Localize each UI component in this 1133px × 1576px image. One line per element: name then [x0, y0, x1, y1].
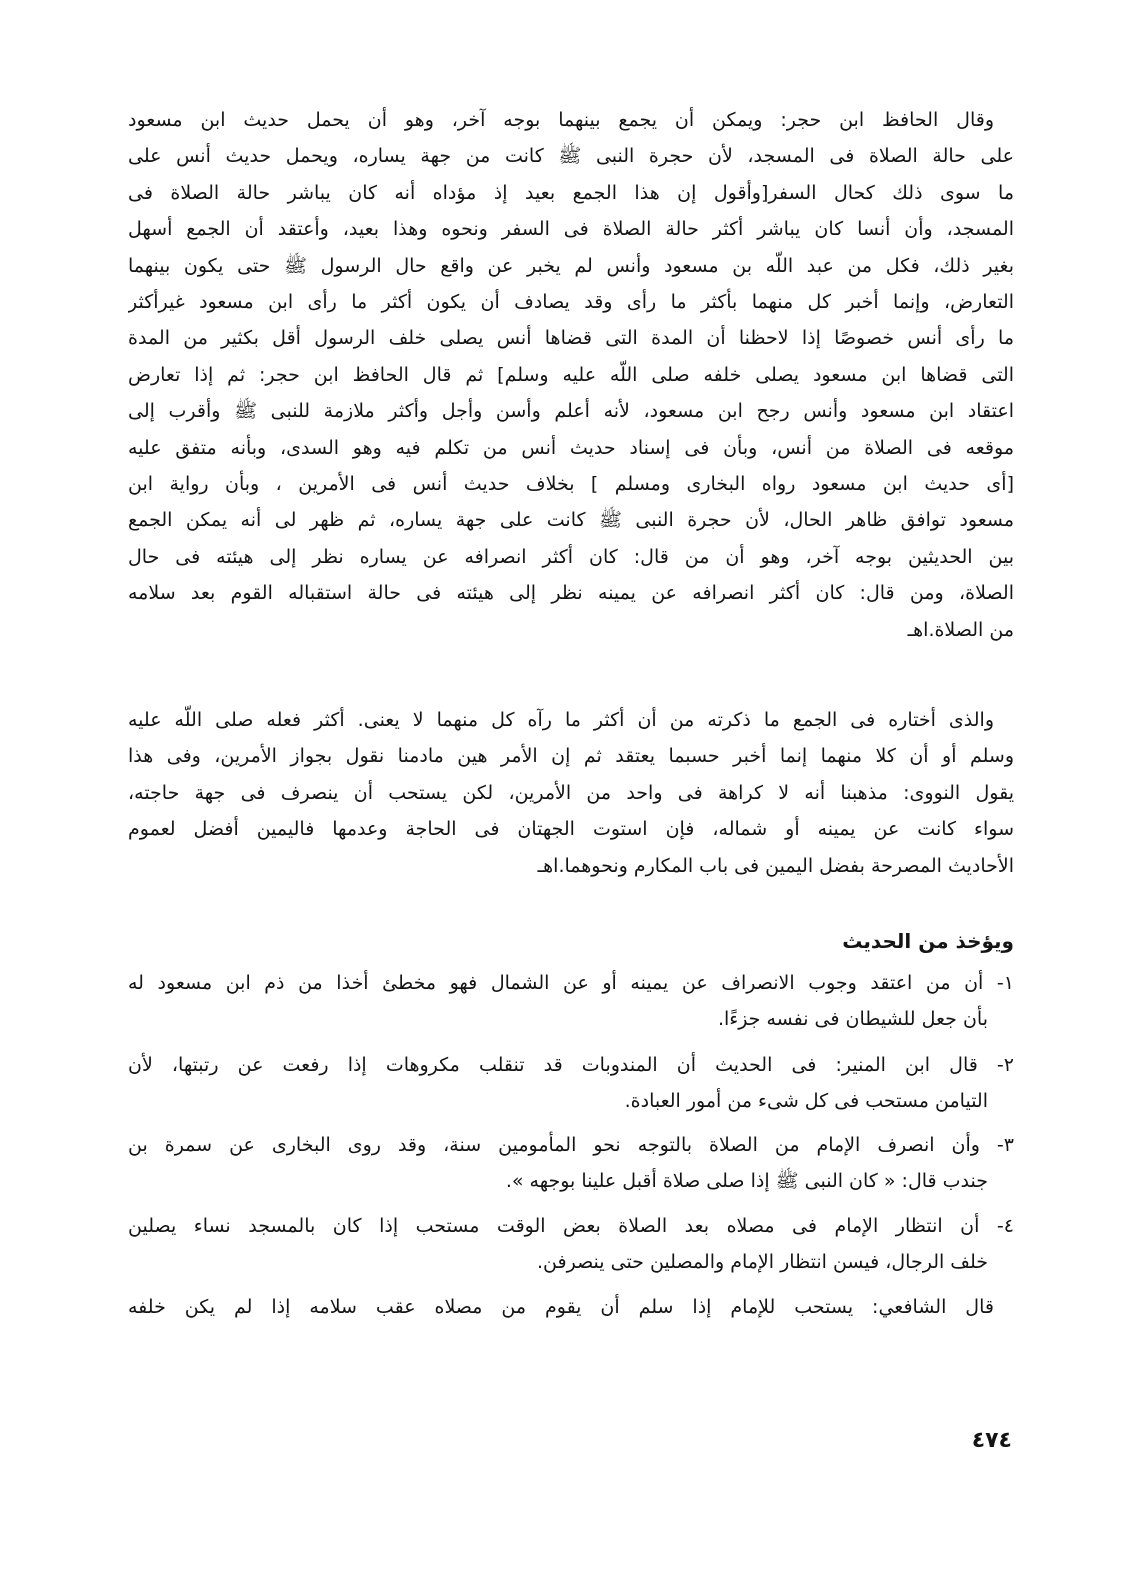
paragraph-1-line: الصلاة، ومن قال: كان أكثر انصرافه عن يمينه نظر إلى هيئته فى حالة استقباله القوم بعد سلامه [128, 582, 1014, 605]
list-item-line: ٤- أن انتظار الإمام فى مصلاه بعد الصلاة بعض الوقت مستحب إذا كان بالمسجد نساء يصلين [128, 1215, 1014, 1237]
list-item-line: ٣- وأن انصرف الإمام من الصلاة بالتوجه نحو المأمومين سنة، وقد روى البخارى عن سمرة بن [128, 1134, 1014, 1156]
list-item-line: جندب قال: « كان النبى ﷺ إذا صلى صلاة أقبل علينا بوجهه ». [505, 1170, 988, 1193]
paragraph-1-line: التعارض، وإنما أخبر كل منهما بأكثر ما رأى وقد يصادف أن يكون أكثر ما رأى ابن مسعود غيرأكثر [128, 291, 1014, 313]
paragraph-1-line: التى قضاها ابن مسعود يصلى خلفه صلى اللَّه عليه وسلم] ثم قال الحافظ ابن حجر: ثم إذا تعارض [128, 363, 1014, 386]
paragraph-1-line: [أى حديث ابن مسعود رواه البخارى ومسلم ] بخلاف حديث أنس فى الأمرين ، وبأن رواية ابن [128, 473, 1014, 495]
paragraph-1-line: ما رأى أنس خصوصًا إذا لاحظنا أن المدة التى قضاها أنس يصلى خلف الرسول أقل بكثير من المدة [128, 327, 1014, 350]
list-item-line: بأن جعل للشيطان فى نفسه جزءًا. [717, 1008, 988, 1031]
paragraph-3-line: قال الشافعي: يستحب للإمام إذا سلم أن يقوم من مصلاه عقب سلامه إذا لم يكن خلفه [128, 1296, 994, 1318]
list-item-line: خلف الرجال، فيسن انتظار الإمام والمصلين حتى ينصرفن. [537, 1251, 988, 1274]
list-item-line: ٢- قال ابن المنير: فى الحديث أن المندوبات قد تنقلب مكروهات إذا رفعت عن رتبتها، لأن [128, 1054, 1014, 1076]
paragraph-1-line: وقال الحافظ ابن حجر: ويمكن أن يجمع بينهما بوجه آخر، وهو أن يحمل حديث ابن مسعود [128, 109, 994, 131]
section-heading: ويؤخذ من الحديث [842, 929, 1014, 953]
paragraph-2-line: والذى أختاره فى الجمع ما ذكرته من أن أكثر ما رآه كل منهما لا يعنى. أكثر فعله صلى اللَّه عليه [128, 709, 994, 731]
paragraph-1-line: على حالة الصلاة فى المسجد، لأن حجرة النبى ﷺ كانت من جهة يساره، ويحمل حديث أنس على [128, 145, 1014, 168]
page-number: ٤٧٤ [971, 1428, 1012, 1453]
paragraph-2-line: الأحاديث المصرحة بفضل اليمين فى باب المكارم ونحوهما.اهـ [537, 854, 1014, 877]
paragraph-2-line: يقول النووى: مذهبنا أنه لا كراهة فى واحد من الأمرين، لكن يستحب أن ينصرف فى جهة حاجته، [128, 781, 1014, 804]
list-item-line: ١- أن من اعتقد وجوب الانصراف عن يمينه أو عن الشمال فهو مخطئ أخذا من ذم ابن مسعود له [128, 972, 1014, 994]
paragraph-1-line: مسعود توافق ظاهر الحال، لأن حجرة النبى ﷺ كانت على جهة يساره، ثم ظهر لى أنه يمكن الجمع [128, 509, 1014, 532]
paragraph-2-line: سواء كانت عن يمينه أو شماله، فإن استوت الجهتان فى الحاجة وعدمها فاليمين أفضل لعموم [128, 818, 1014, 841]
paragraph-1-line: بغير ذلك، فكل من عبد اللَّه بن مسعود وأنس لم يخبر عن واقع حال الرسول ﷺ حتى يكون بينهما [128, 254, 1014, 277]
paragraph-1-line: المسجد، وأن أنسا كان يباشر أكثر حالة الصلاة فى السفر ونحوه وهذا بعيد، وأعتقد أن الجمع أسهل [128, 218, 1014, 241]
paragraph-1-line: بين الحديثين بوجه آخر، وهو أن من قال: كان أكثر انصرافه عن يساره نظر إلى هيئته فى حال [128, 545, 1014, 568]
paragraph-1-line: موقعه فى الصلاة من أنس، وبأن فى إسناد حديث أنس من تكلم فيه وهو السدى، وبأنه متفق عليه [128, 436, 1014, 459]
paragraph-1-line: اعتقاد ابن مسعود وأنس رجح ابن مسعود، لأنه أعلم وأسن وأجل وأكثر ملازمة للنبى ﷺ وأقرب إلى [128, 400, 1014, 423]
paragraph-1-line: من الصلاة.اهـ [907, 618, 1014, 641]
list-item-line: التيامن مستحب فى كل شىء من أمور العبادة. [624, 1090, 988, 1113]
paragraph-1-line: ما سوى ذلك كحال السفر[وأقول إن هذا الجمع بعيد إذ مؤداه أنه كان يباشر حالة الصلاة فى [128, 181, 1014, 204]
paragraph-2-line: وسلم أو أن كلا منهما إنما أخبر حسبما يعتقد ثم إن الأمر هين مادمنا نقول بجواز الأمرين، وفى هذا [128, 745, 1014, 768]
